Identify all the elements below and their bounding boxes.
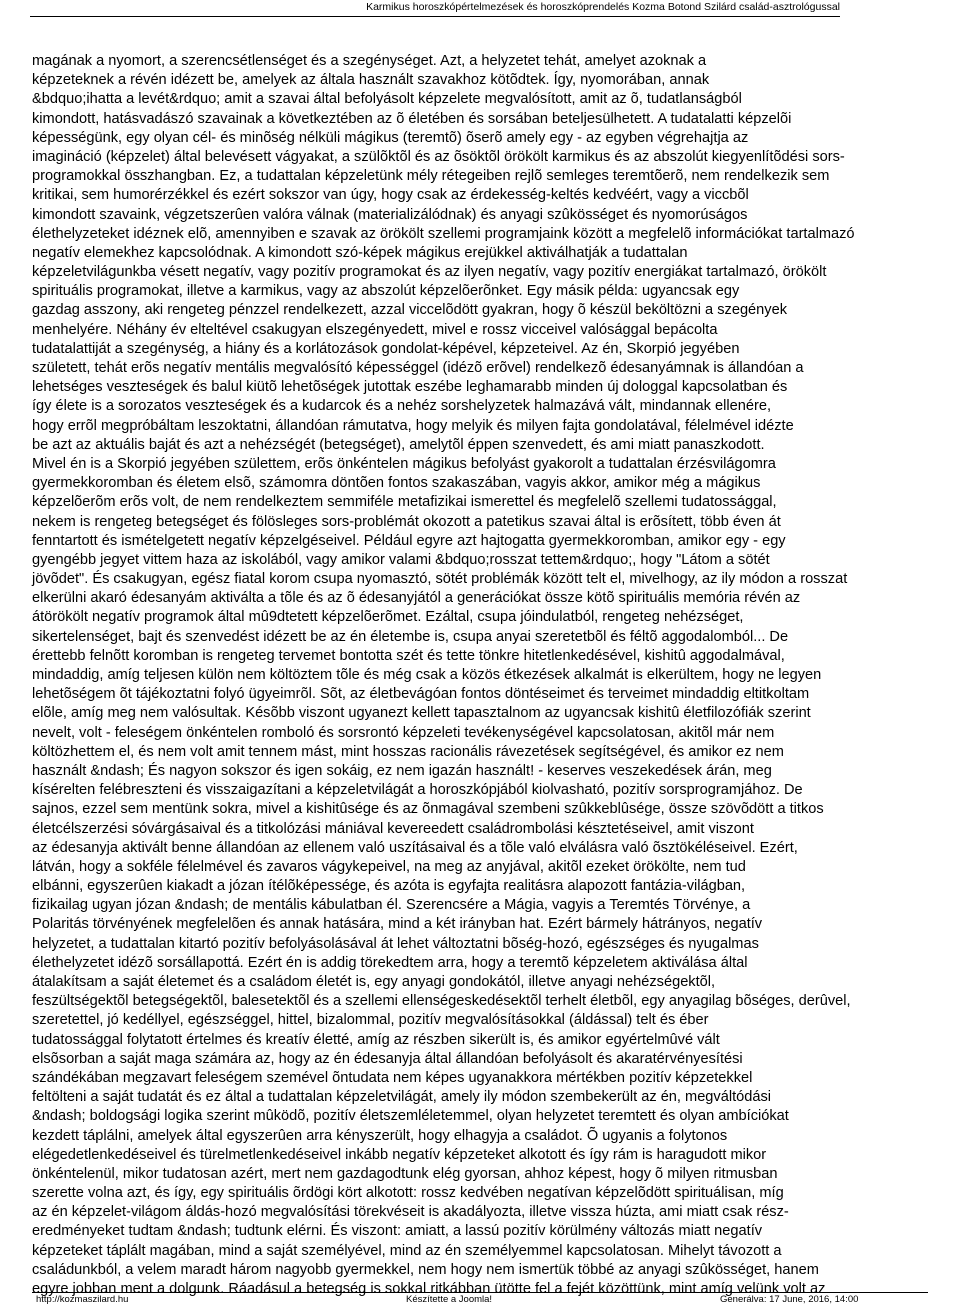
body-text-line: képességünk, egy olyan cél- és minõség nélküli mágikus (teremtõ) õserõ amely egy - az egyben végrehajtja az bbox=[32, 129, 749, 146]
body-text-line: látván, hogy a sokféle félelmével és zavaros vágykepeivel, na meg az anyjával, akitõl ezeket örökölte, nem tud bbox=[32, 858, 746, 875]
body-text-line: hogy errõl megpróbáltam leszoktatni, állandóan rámutatva, hogy melyik és milyen fajta gondolatával, félelmével idézte bbox=[32, 417, 794, 434]
body-text-line: eredményeket tudtam &ndash; tudtunk elérni. És viszont: amiatt, a lassú pozitív körülmény változás miatt negatív bbox=[32, 1223, 763, 1240]
body-text-line: érettebb felnõtt koromban is rengeteg tervemet bontotta szét és tette tönkre hitetlenkedésével, kishitû aggodalmával, bbox=[32, 647, 785, 664]
body-text-line: spirituális programokat, illetve a karmikus, vagy az abszolút képzelõerõnket. Egy másik példa: ugyancsak egy bbox=[32, 283, 740, 300]
body-text-line: helyzetet, a tudattalan kitartó pozitív befolyásolásával át lehet változtatni bõség-hozó, egészséges és nyugalmas bbox=[32, 935, 759, 952]
body-text-line: nekem is rengeteg betegséget és fölösleges sors-problémát okozott a patetikus szavai által is erõsített, több éven át bbox=[32, 513, 781, 530]
footer-generated-date: Generálva: 17 June, 2016, 14:00 bbox=[720, 1294, 859, 1305]
body-text-line: kezdett táplálni, amelyek által egyszerûen arra kényszerült, hogy elhagyja a családot. Õ ugyanis a folytonos bbox=[32, 1127, 728, 1144]
body-text-line: kritikai, sem humorérzékkel és ezért sokszor van úgy, hogy csak az érdekesség-keltés kedvéért, vagy a viccbõl bbox=[32, 187, 749, 204]
body-text-line: sikertelenséget, bajt és szenvedést idézett be az én életembe is, csupa anyai szeretetbõl és féltõ aggodalomból... De bbox=[32, 628, 789, 645]
body-text-line: fenntartott és ismételgetett negatív képzelgéseivel. Például egyre azt hajtogatta gyermekkoromban, amikor egy - egy bbox=[32, 532, 786, 549]
body-text-line: képzeteknek a révén idézett be, amelyek az általa használt szavakhoz kötõdtek. Így, nyomorában, annak bbox=[32, 72, 710, 89]
body-text-line: lehetséges veszteségek és balul kiütõ lehetõségek jutottak eszébe leghamarabb minden új dologgal kapcsolatban és bbox=[32, 379, 788, 396]
body-text-line: kimondott szavaink, végzetszerûen valóra válnak (materializálódnak) és anyagi szûkösséget és nyomorúságos bbox=[32, 206, 748, 223]
body-text-line: Polaritás törvényének megfelelõen és annak hatására, mind a két irányban hat. Ezért bármely hátrányos, negatív bbox=[32, 916, 763, 933]
body-text-line: átörökölt negatív programok által mû9dtetett képzelõerõmet. Ezáltal, csupa jóindulatból, rengeteg nehézséget, bbox=[32, 609, 744, 626]
body-text-line: &bdquo;ihatta a levét&rdquo; amit a szavai által befolyásolt képzelete megvalósított, amit az õ, tudatlanságból bbox=[32, 91, 742, 108]
body-text-line: szeretettel, jó kedéllyel, egészséggel, hittel, bizalommal, pozitív megvalósításokkal (áldással) telt és éber bbox=[32, 1012, 709, 1029]
body-text-line: menhelyére. Néhány év elteltével csakugyan elszegényedett, mivel e rossz vicceivel valósággal bepácolta bbox=[32, 321, 718, 338]
body-text-line: tudatalattiját a szegénység, a hiány és a korlátozások gondolat-képével, képzeteivel. Az én, Skorpió jegyében bbox=[32, 340, 740, 357]
body-text-line: képzelõerõm erõs volt, de nem rendelkeztem semmiféle metafizikai ismerettel és megfelelõ szellemi tudatossággal, bbox=[32, 494, 777, 511]
body-text-line: élethelyzeteket idéznek elõ, amennyiben e szavak az örökölt szellemi programjaink között a megfelelõ információkat tartalmazó bbox=[32, 225, 855, 242]
footer-divider bbox=[32, 1292, 928, 1293]
body-text-line: elkerülni akaró édesanyám aktiválta a tõle és az õ édesanyjától a generációkat össze kötõ spirituális memória révén az bbox=[32, 590, 801, 607]
body-text-line: feszültségektõl betegségektõl, balesetektõl és a szellemi ellenségeskedésektõl terhelt életbõl, egy anyagilag bõséges, derûvel, bbox=[32, 993, 851, 1010]
body-text-line: átalakítsam a saját életemet és a családom életét is, egy anyagi gondokától, illetve anyagi nehézségektõl, bbox=[32, 974, 716, 990]
body-text-line: jövõdet". És csakugyan, egész fiatal korom csupa nyomasztó, sötét problémák között telt el, mivelhogy, az ily módon a rosszat bbox=[32, 571, 848, 588]
body-text-line: önkéntelenül, mikor tudatosan azért, mert nem gazdagodtunk elég gyorsan, ahhoz képest, hogy õ milyen ritmusban bbox=[32, 1165, 778, 1182]
body-text-line: élethelyzetet idézõ sorsállapottá. Ezért én is addig törekedtem arra, hogy a teremtõ képzeletem aktiválása által bbox=[32, 954, 748, 971]
body-text-line: képzeteket táplált magában, mind a saját személyével, mind az én személyemmel kapcsolatosan. Mihelyt távozott a bbox=[32, 1242, 782, 1259]
body-text-line: kísérelten felébreszteni és visszaigazítani a képzeletvilágát a horoszkópjából kiolvasható, pozitív sorsprogramjához. De bbox=[32, 782, 803, 799]
body-text-line: feltölteni a saját tudatát és ez által a tudattalan képzeletvilágát, amely ily módon szembekerült az én, megváltódási bbox=[32, 1089, 772, 1106]
body-text-line: magának a nyomort, a szerencsétlenséget és a szegénységet. Azt, a helyzetet tehát, amelyet azoknak a bbox=[32, 53, 707, 69]
body-text-line: &ndash; boldogsági logika szerint mûködõ, pozitív életszemléletemmel, olyan helyzetet teremtett és olyan ambíciókat bbox=[32, 1108, 789, 1125]
body-text-line: Mivel én is a Skorpió jegyében születtem, erõs önkéntelen mágikus befolyást gyakorolt a tudattalan érzésvilágomra bbox=[32, 455, 776, 472]
header-divider bbox=[30, 16, 840, 17]
body-text-line: elégedetlenkedéseivel és türelmetlenkedéseivel inkább negatív képzeteket alkotott és így rám is haragudott mikor bbox=[32, 1146, 767, 1163]
body-text-line: kimondott, hatásvadászó szavainak a következtében az õ életében és sorsában beteljesülhetett. A tudatalatti képzelõi bbox=[32, 110, 792, 127]
body-text-line: tudatossággal folytatott értelmes és kreatív életté, amíg az részben sikerült is, és amikor egyértelmûvé vált bbox=[32, 1031, 720, 1048]
body-text-line: szándékában megzavart feleségem szemével õntudata nem képes ugyanakkora mértékben pozitív képzetekkel bbox=[32, 1069, 753, 1086]
body-text-line: gyengébb jegyet vittem haza az iskolából, vagy amikor valami &bdquo;rosszat tettem&rdquo;, hogy "Látom a sötét bbox=[32, 551, 770, 568]
body-text-line: elsõsorban a saját maga számára az, hogy az én édesanyja által állandóan befolyásolt és akaratérvényesítési bbox=[32, 1050, 743, 1067]
body-text-line: gyermekkoromban és életem elsõ, számomra döntõen fontos szakaszában, vagyis akkor, amikor még a mágikus bbox=[32, 475, 761, 492]
body-text-line: született, tehát erõs negatív mentális megvalósító képességgel (idézõ erõvel) rendelkezõ édesanyámnak is állandóan a bbox=[32, 360, 804, 376]
body-text-line: képzeletvilágunkba vésett negatív, vagy pozitív programokat és az ilyen negatív, vagy pozitív energiákat tartalmazó, örökölt bbox=[32, 264, 827, 281]
body-text-line: imagináció (képzelet) által belevésett vágyakat, a szülõktõl és az õsöktõl örökölt karmikus és az abszolút kiegyenlítõdési sors- bbox=[32, 148, 845, 165]
body-text-line: sajnos, ezzel sem mentünk sokra, mivel a kishitûsége és az õnmagával szembeni szûkkeblûsége, össze szövõdött a titkos bbox=[32, 801, 824, 818]
body-text-line: fizikailag ugyan józan &ndash; de mentális kábulatban él. Szerencsére a Mágia, vagyis a Teremtés Törvénye, a bbox=[32, 897, 751, 914]
body-text-line: elbánni, egyszerûen kiakadt a józan ítélõképessége, és azóta is egyfajta realitásra alapozott fantázia-világban, bbox=[32, 878, 746, 895]
footer-credit: Készítette a Joomla! bbox=[406, 1294, 493, 1305]
body-text-line: költözhettem el, és nem volt amit tennem mást, mint hosszas racionális rávezetések segítségével, és amikor ez nem bbox=[32, 743, 784, 760]
body-text-line: szerette volna azt, és így, egy spirituális õrdögi kört alkotott: rossz kedvében negatívan képzelõdött spirituálisan, míg bbox=[32, 1185, 784, 1202]
body-text-line: használt &ndash; És nagyon sokszor és igen sokáig, ez nem igazán használt! - keserves veszekedések árán, meg bbox=[32, 762, 772, 779]
body-text-line: így élete is a sorozatos veszteségek és a kudarcok és a nehéz sorshelyzetek halmazává vált, mindannak ellenére, bbox=[32, 398, 772, 415]
body-text-line: az édesanyja aktivált benne állandóan az ellenem való uszításaival és a tõle való elválásra való õsztökéléseivel. Ezért, bbox=[32, 839, 798, 856]
body-text-line: életcélszerzési sóvárgásaival és a titkolózási mániával kevereedett családrombolási késztetéseivel, amit viszont bbox=[32, 820, 754, 837]
body-text-line: nevelt, volt - feleségem önkéntelen romboló és sorsrontó képzeleti tevékenységével kapcsolatosan, akitõl már nem bbox=[32, 724, 775, 741]
body-text-line: az én képzelet-világom áldás-hozó megvalósítási törekvéseit is akadályozta, illetve vissza húzta, ami miatt csak rész- bbox=[32, 1204, 789, 1221]
body-text-line: családunkból, a velem maradt három nagyobb gyermekkel, nem hogy nem ismertük többé az anyagi szûkösséget, hanem bbox=[32, 1261, 819, 1278]
page-header-title: Karmikus horoszkópértelmezések és horoszkóprendelés Kozma Botond Szilárd család-asztrológussal bbox=[366, 1, 840, 13]
body-text-line: mindaddig, amíg teljesen külön nem költöztem tõle és még csak a közös étkezések alkalmát is elkerültem, hogy ne legyen bbox=[32, 667, 822, 683]
article-body bbox=[32, 52, 960, 1299]
body-text-line: programokkal összhangban. Ez, a tudattalan képzeletünk mély rétegeiben rejlõ semleges teremtõerõ, nem rendelkezik sem bbox=[32, 168, 830, 185]
body-text-line: gazdag asszony, aki rengeteg pénzzel rendelkezett, azzal viccelõdött gyakran, hogy õ készül beköltözni a szegények bbox=[32, 302, 787, 319]
footer-site-url[interactable]: http://kozmaszilard.hu bbox=[36, 1294, 129, 1305]
body-text-line: be azt az aktuális baját és azt a nehézségét (betegséget), amelytõl éppen szenvedett, és ami miatt panaszkodott. bbox=[32, 436, 765, 453]
body-text-line: egyre jobban ment a dolgunk. Ráadásul a betegség is sokkal ritkábban ütötte fel a fejét közöttünk, mint amíg velünk volt az bbox=[32, 1281, 826, 1297]
body-text-line: elõle, amíg meg nem valósultak. Késõbb viszont ugyanezt kellett tapasztalnom az ugyancsak kishitû életfilozófiák szerint bbox=[32, 705, 811, 722]
body-text-line: lehetõségem õt tájékoztatni folyó ügyeimrõl. Sõt, az életbevágóan fontos döntéseimet és terveimet mindaddig eltitkoltam bbox=[32, 686, 810, 703]
body-text-line: negatív elemekhez kapcsolódnak. A kimondott szó-képek mágikus erejükkel aktiválhatják a tudattalan bbox=[32, 244, 688, 261]
